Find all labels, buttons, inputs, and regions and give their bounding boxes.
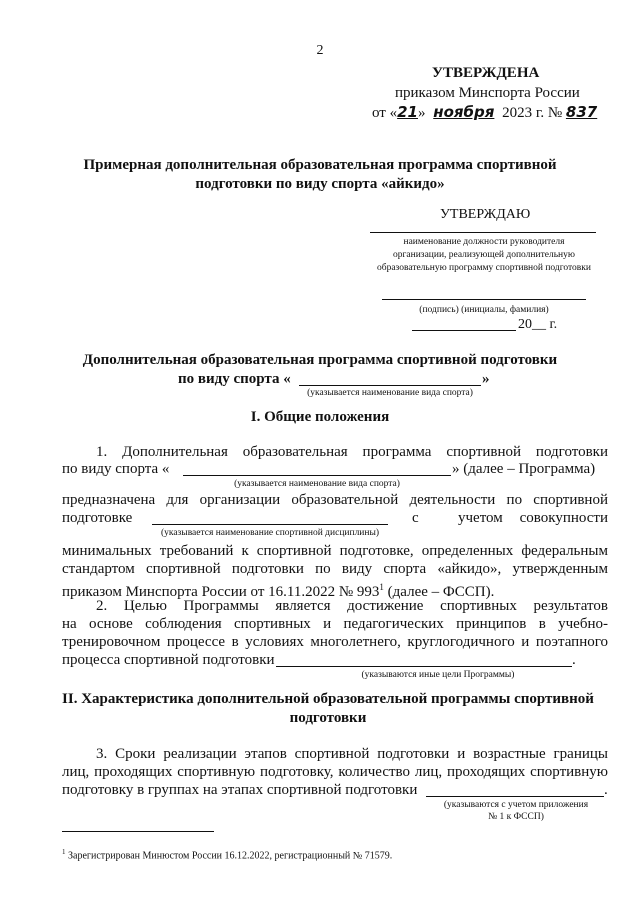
position-caption-3: образовательную программу спортивной подготовки: [376, 263, 591, 273]
approval-title: УТВЕРЖДЕНА: [432, 65, 540, 81]
approve-label: УТВЕРЖДАЮ: [440, 207, 531, 222]
p1-line4-b: с: [412, 510, 419, 526]
p1-line6: стандартом спортивной подготовки по виду спорта «айкидо», утвержденным: [62, 561, 608, 577]
footnote-ref: 1: [379, 582, 384, 592]
footnote-text: Зарегистрирован Минюстом России 16.12.2022, регистрационный № 71579.: [65, 850, 393, 862]
program-title-line2: подготовки по виду спорта «айкидо»: [195, 176, 445, 192]
subtitle-line1: Дополнительная образовательная программа спортивной подготовки: [82, 352, 558, 368]
footnote-mark: 1: [62, 848, 66, 856]
p2-line4: процесса спортивной подготовки: [62, 652, 275, 668]
position-caption-2: организации, реализующей дополнительную: [393, 250, 575, 260]
approval-date-line: [372, 103, 597, 123]
p3-line3: подготовку в группах на этапах спортивной подготовки: [62, 782, 418, 798]
subtitle-line2-prefix: по виду спорта «: [178, 371, 291, 387]
approval-date-prefix: от «: [372, 105, 398, 121]
p1-line2-suffix: » (далее – Программа): [452, 461, 596, 477]
page-number: 2: [316, 43, 324, 58]
p2-line3: тренировочном процессе в условиях многолетнего, круглогодичного и поэтапного: [62, 634, 608, 650]
p1-line4-d: совокупности: [519, 510, 608, 526]
p3-line2: лиц, проходящих спортивную подготовку, количество лиц, проходящих спортивную: [62, 764, 608, 780]
subtitle-caption: (указывается наименование вида спорта): [307, 388, 473, 398]
position-line: [370, 232, 596, 233]
p1-line3: предназначена для организации образовательной деятельности по спортивной: [62, 492, 608, 508]
approval-number-handwritten: 837: [565, 103, 598, 121]
p2-line2: на основе соблюдения спортивных и педагогических принципов в учебно-: [62, 616, 608, 632]
section2-heading-line2: подготовки: [289, 710, 367, 726]
p3-line3-end: .: [604, 782, 608, 798]
approval-date-mid: »: [417, 105, 426, 121]
program-title-line1: Примерная дополнительная образовательная программа спортивной: [83, 157, 557, 173]
p3-caption-2: № 1 к ФССП): [488, 812, 544, 822]
p1-line2-prefix: по виду спорта «: [62, 461, 170, 477]
p2-line1: 2. Целью Программы является достижение спортивных результатов: [96, 598, 608, 614]
approval-order-line: приказом Минспорта России: [395, 85, 580, 101]
approval-month-handwritten: ноября: [433, 103, 495, 121]
date-line: [412, 330, 516, 331]
position-caption-1: наименование должности руководителя: [403, 237, 565, 247]
footnote: [62, 846, 392, 862]
section2-heading-line1: II. Характеристика дополнительной образовательной программы спортивной: [62, 691, 594, 707]
p1-sport-line: [183, 475, 451, 476]
section1-heading: I. Общие положения: [250, 409, 390, 425]
p1-line7-a: приказом Минспорта России от 16.11.2022 № 993: [62, 584, 380, 600]
p1-line7-b: (далее – ФССП).: [383, 584, 495, 600]
p2-goals-line: [276, 666, 572, 667]
subtitle-line2-suffix: »: [482, 371, 490, 387]
p1-line4-c: учетом: [458, 510, 503, 526]
p1-discipline-line: [152, 524, 388, 525]
signature-caption: (подпись) (инициалы, фамилия): [419, 305, 549, 315]
subtitle-sport-line: [299, 385, 481, 386]
p1-line4-a: подготовке: [62, 510, 133, 526]
p1-caption2: (указывается наименование спортивной дисциплины): [160, 528, 380, 538]
p1-line1: 1. Дополнительная образовательная программа спортивной подготовки: [96, 444, 608, 460]
approval-day-handwritten: 21: [397, 103, 418, 121]
date-year-suffix: 20__ г.: [518, 317, 558, 332]
signature-line: [382, 299, 586, 300]
footnote-separator: [62, 831, 214, 832]
p3-groups-line: [426, 796, 604, 797]
p3-caption-1: (указываются с учетом приложения: [443, 800, 589, 810]
p1-line5: минимальных требований к спортивной подготовке, определенных федеральным: [62, 543, 608, 559]
approval-year: 2023 г. №: [502, 105, 563, 121]
p2-caption: (указываются иные цели Программы): [361, 670, 515, 680]
p2-line4-end: .: [572, 652, 576, 668]
p1-caption1: (указывается наименование вида спорта): [234, 479, 400, 489]
p3-line1: 3. Сроки реализации этапов спортивной подготовки и возрастные границы: [96, 746, 608, 762]
